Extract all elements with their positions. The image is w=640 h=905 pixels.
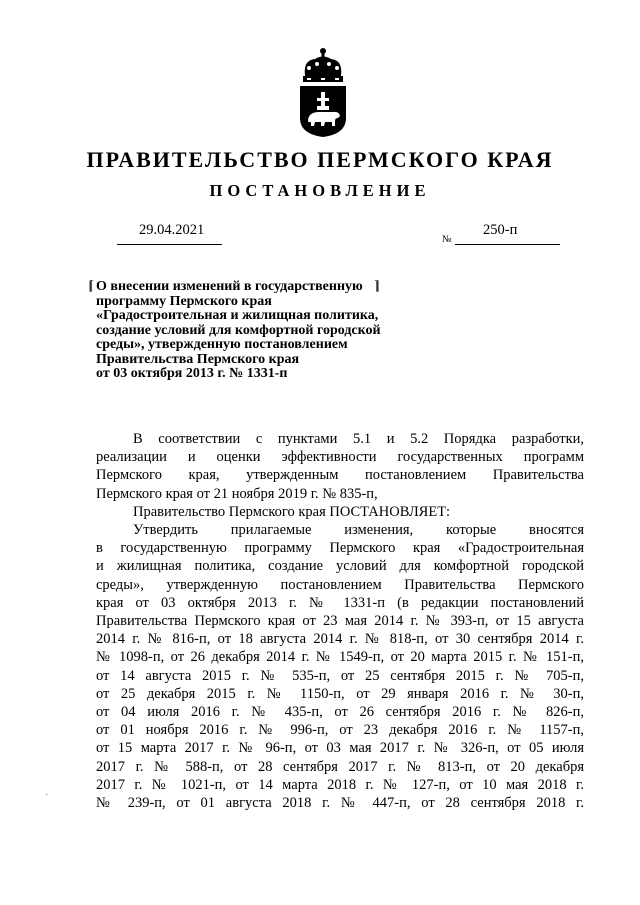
body-line: № 1098-п, от 26 декабря 2014 г. № 1549-п, от 20 марта 2015 г. № 151-п,	[96, 649, 584, 666]
document-type: ПОСТАНОВЛЕНИЕ	[209, 181, 431, 200]
body-line: от 04 июля 2016 г. № 435-п, от 26 сентября 2016 г. № 826-п,	[96, 704, 584, 721]
body-line: № 239-п, от 01 августа 2018 г. № 447-п, от 28 сентября 2018 г.	[96, 795, 584, 812]
date-field	[117, 222, 222, 245]
body-line: 2017 г. № 588-п, от 28 сентября 2017 г. № 813-п, от 20 декабря	[96, 758, 584, 775]
body-line: Пермского края, утвержденным постановлением Правительства	[96, 467, 584, 484]
body-line: 2014 г. № 816-п, от 18 августа 2014 г. № 818-п, от 30 сентября 2014 г.	[96, 631, 584, 648]
paragraph-basis	[96, 430, 584, 503]
body-line: и жилищная политика, создание условий для комфортной городской	[96, 558, 584, 575]
subject-line: среды», утвержденную постановлением	[96, 337, 348, 352]
body-line: В соответствии с пунктами 5.1 и 5.2 Порядка разработки,	[133, 431, 584, 447]
body-line: реализации и оценки эффективности государственных программ	[96, 449, 584, 466]
subject-line: Правительства Пермского края	[96, 351, 300, 367]
paragraph-approve	[96, 521, 584, 812]
subject-line: «Градостроительная и жилищная политика,	[96, 308, 379, 323]
body-line: края от 03 октября 2013 г. № 1331-п (в редакции постановлений	[96, 594, 584, 611]
body-line: от 25 декабря 2015 г. № 1150-п, от 29 января 2016 г. № 30-п,	[96, 685, 584, 702]
document-body	[96, 430, 584, 812]
body-line: Пермского края от 21 ноября 2019 г. № 835-п,	[96, 485, 378, 502]
document-subject	[96, 280, 426, 382]
government-title: ПРАВИТЕЛЬСТВО ПЕРМСКОГО КРАЯ	[86, 147, 554, 172]
corner-mark-right: ⌉	[374, 278, 381, 293]
number-sign: №	[442, 234, 452, 245]
body-line: Правительство Пермского края ПОСТАНОВЛЯЕТ:	[133, 503, 451, 520]
body-line: от 01 ноября 2016 г. № 996-п, от 23 декабря 2016 г. № 1157-п,	[96, 722, 584, 739]
body-line: среды», утвержденную постановлением Правительства Пермского	[96, 576, 584, 593]
body-line: от 14 августа 2015 г. № 535-п, от 25 сентября 2015 г. № 705-п,	[96, 667, 584, 684]
corner-mark-left: ⌈	[88, 278, 95, 293]
subject-line: создание условий для комфортной городской	[96, 322, 381, 338]
subject-line: от 03 октября 2013 г. № 1331-п	[96, 366, 288, 381]
paragraph-resolves	[96, 503, 584, 521]
coat-of-arms-icon	[295, 46, 351, 138]
margin-mark: ·	[45, 790, 49, 801]
subject-line: О внесении изменений в государственную	[96, 279, 363, 294]
body-line: 2017 г. № 1021-п, от 14 марта 2018 г. № 127-п, от 10 мая 2018 г.	[96, 776, 584, 793]
body-line: Утвердить прилагаемые изменения, которые вносятся	[133, 522, 584, 539]
number-field	[455, 222, 560, 245]
document-number: 250-п	[483, 222, 518, 238]
body-line: от 15 марта 2017 г. № 96-п, от 03 мая 2017 г. № 326-п, от 05 июля	[96, 740, 584, 757]
document-date: 29.04.2021	[139, 222, 205, 238]
body-line: Правительства Пермского края от 23 мая 2014 г. № 393-п, от 15 августа	[96, 613, 584, 630]
body-line: в государственную программу Пермского края «Градостроительная	[96, 540, 584, 557]
subject-line: программу Пермского края	[96, 293, 272, 309]
